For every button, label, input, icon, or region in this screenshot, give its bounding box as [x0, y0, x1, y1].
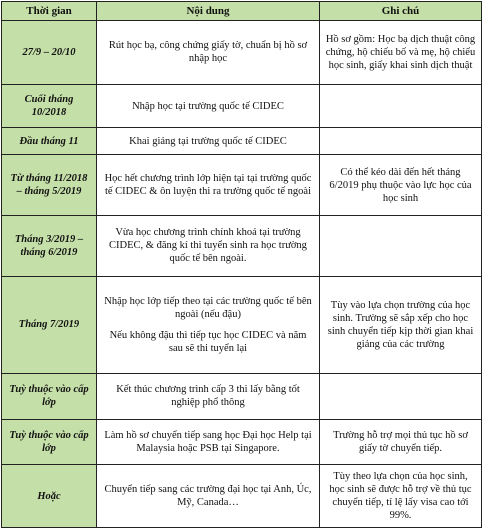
- note-cell: Tùy theo lựa chọn của học sinh, học sinh sẽ được hỗ trợ về thủ tục chuyển tiếp, tỉ lệ lấy visa cao tới 99%.: [320, 465, 482, 528]
- time-cell: Tháng 7/2019: [2, 276, 97, 374]
- content-cell: [97, 84, 320, 127]
- note-cell: Hồ sơ gồm: Học bạ dịch thuật công chứng, hộ chiếu bố và mẹ, hộ chiếu học sinh, giấy khai sinh dịch thuật: [320, 21, 482, 85]
- content-text: Làm hồ sơ chuyển tiếp sang học Đại học Help tại Malaysia hoặc PSB tại Singapore.: [104, 429, 312, 454]
- note-cell: [320, 374, 482, 420]
- content-text: Kết thúc chương trình cấp 3 thi lấy bằng tốt nghiệp phổ thông: [116, 384, 300, 409]
- time-cell: Từ tháng 11/2018 – tháng 5/2019: [2, 155, 97, 216]
- note-cell: [320, 84, 482, 127]
- note-cell: Tùy vào lựa chọn trường của học sinh. Trường sẽ sắp xếp cho học sinh chuyển tiếp kịp thời gian khai giảng của các trường: [320, 276, 482, 374]
- table-row: [2, 419, 482, 465]
- table-row: [2, 128, 482, 155]
- content-text: Nhập học lớp tiếp theo tại các trường quốc tế bên ngoài (nếu đậu): [104, 295, 312, 320]
- time-cell: Cuối tháng 10/2018: [2, 84, 97, 127]
- note-cell: Trường hỗ trợ mọi thủ tục hồ sơ giấy tờ chuyển tiếp.: [320, 419, 482, 465]
- header-note: Ghi chú: [320, 2, 482, 21]
- content-cell: [97, 21, 320, 85]
- header-time: Thời gian: [2, 2, 97, 21]
- content-cell: [97, 465, 320, 528]
- note-cell: [320, 128, 482, 155]
- content-text: Nhập học tại trường quốc tế CIDEC: [132, 100, 284, 112]
- time-cell: Tháng 3/2019 – tháng 6/2019: [2, 215, 97, 276]
- table-row: [2, 21, 482, 85]
- content-text: Rút học bạ, công chứng giấy tờ, chuẩn bị hồ sơ nhập học: [108, 40, 308, 65]
- time-cell: Đầu tháng 11: [2, 128, 97, 155]
- content-cell: [97, 276, 320, 374]
- table-row: [2, 374, 482, 420]
- note-cell: Có thể kéo dài đến hết tháng 6/2019 phụ thuộc vào lực học của học sinh: [320, 155, 482, 216]
- header-content: Nội dung: [97, 2, 320, 21]
- time-cell: Tuỳ thuộc vào cấp lớp: [2, 419, 97, 465]
- content-cell: [97, 215, 320, 276]
- table-row: [2, 215, 482, 276]
- content-cell: [97, 128, 320, 155]
- table-row: [2, 155, 482, 216]
- header-row: [2, 2, 482, 21]
- content-text: Chuyển tiếp sang các trường đại học tại Anh, Úc, Mỹ, Canada…: [104, 484, 312, 509]
- table-row: [2, 465, 482, 528]
- note-cell: [320, 215, 482, 276]
- schedule-table: [1, 1, 482, 528]
- content-text: Nếu không đậu thì tiếp tục học CIDEC và năm sau sẽ thi tuyển lại: [109, 329, 307, 354]
- time-cell: Hoặc: [2, 465, 97, 528]
- content-cell: [97, 419, 320, 465]
- table-row: [2, 84, 482, 127]
- content-text: Vừa học chương trình chính khoá tại trường CIDEC, & đăng kí thi tuyển sinh ra học trường quốc tế bên ngoài.: [109, 227, 307, 265]
- content-cell: [97, 374, 320, 420]
- content-text: Học hết chương trình lớp hiện tại tại trường quốc tế CIDEC & ôn luyện thi ra trường quốc tế ngoài: [104, 173, 312, 198]
- time-cell: 27/9 – 20/10: [2, 21, 97, 85]
- content-cell: [97, 155, 320, 216]
- table-row: [2, 276, 482, 374]
- content-text: Khai giảng tại trường quốc tế CIDEC: [129, 135, 287, 147]
- time-cell: Tuỳ thuộc vào cấp lớp: [2, 374, 97, 420]
